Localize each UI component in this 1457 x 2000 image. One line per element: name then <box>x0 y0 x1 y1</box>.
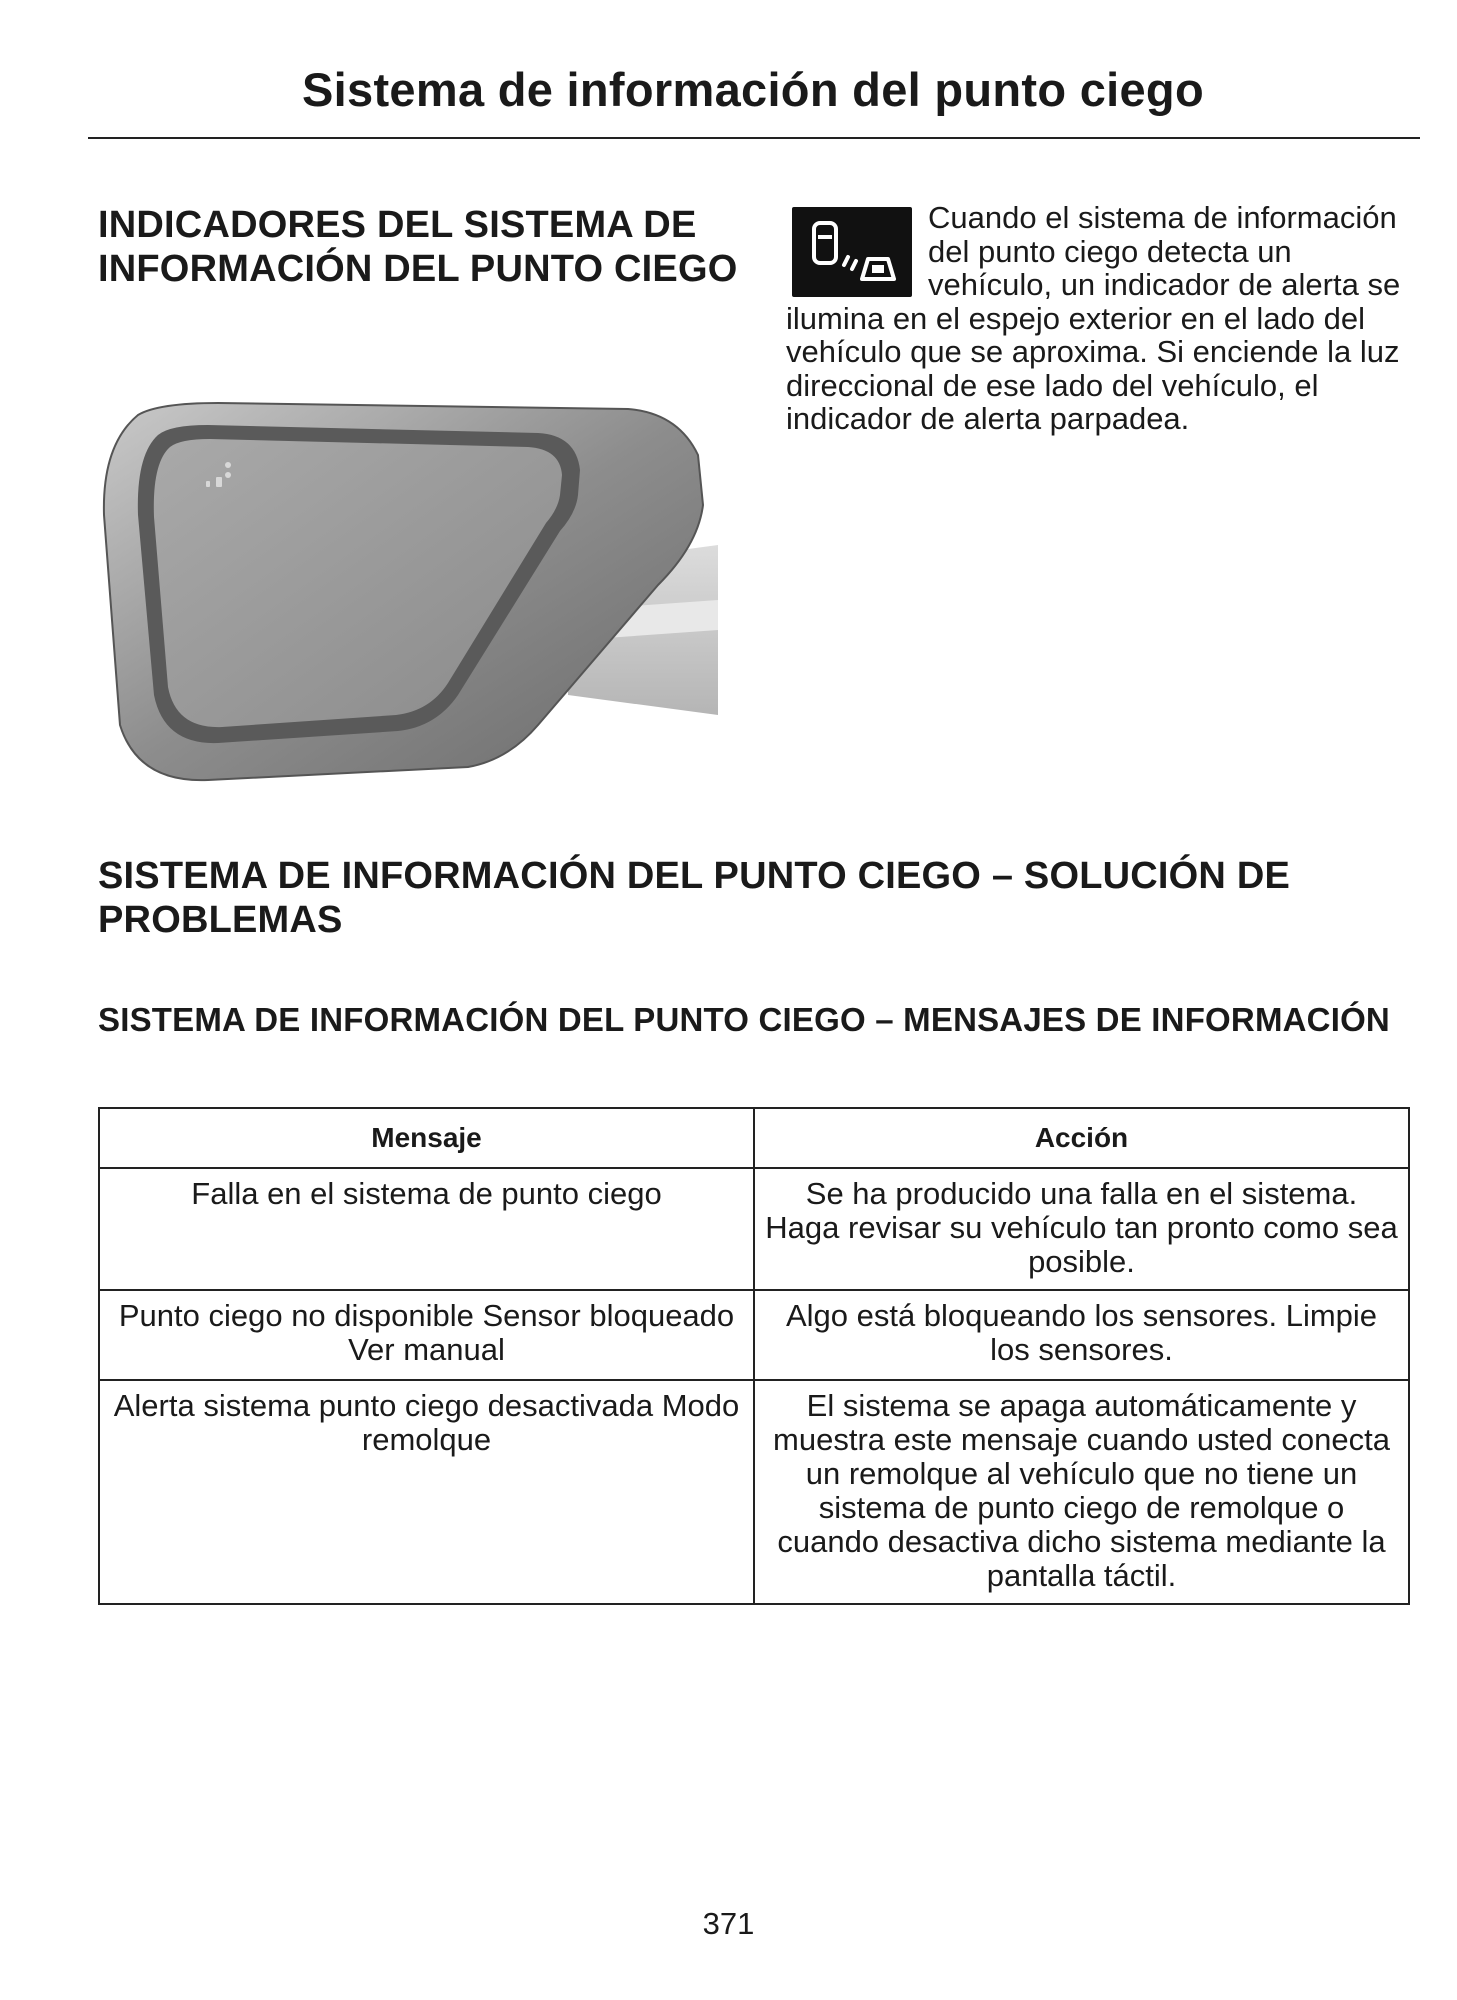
action-cell: Algo está bloqueando los sensores. Limpie los sensores. <box>754 1290 1409 1380</box>
header-action: Acción <box>754 1108 1409 1168</box>
indicator-description <box>786 201 1420 436</box>
action-cell: El sistema se apaga automáticamente y muestra este mensaje cuando usted conecta un remolque al vehículo que no tiene un sistema de punto ciego de remolque o cuando desactiva dicho sistema mediante la pantalla táctil. <box>754 1380 1409 1604</box>
page-title: Sistema de información del punto ciego <box>302 63 1204 116</box>
title-divider <box>88 137 1420 139</box>
action-cell: Se ha producido una falla en el sistema. Haga revisar su vehículo tan pronto como sea posible. <box>754 1168 1409 1290</box>
section-heading-messages: SISTEMA DE INFORMACIÓN DEL PUNTO CIEGO – MENSAJES DE INFORMACIÓN <box>98 1001 1390 1038</box>
message-cell: Punto ciego no disponible Sensor bloqueado Ver manual <box>99 1290 754 1380</box>
indicator-description-text: Cuando el sistema de información del punto ciego detecta un vehículo, un indicador de alerta se ilumina en el espejo exterior en el lado del vehículo que se aproxima. Si enciende la luz direccional de ese lado del vehículo, el indicador de alerta parpadea. <box>786 200 1401 436</box>
information-messages-table <box>98 1107 1410 1605</box>
header-message: Mensaje <box>99 1108 754 1168</box>
section-heading-troubleshooting: SISTEMA DE INFORMACIÓN DEL PUNTO CIEGO – SOLUCIÓN DE PROBLEMAS <box>98 855 1291 942</box>
message-cell: Alerta sistema punto ciego desactivada Modo remolque <box>99 1380 754 1604</box>
message-cell: Falla en el sistema de punto ciego <box>99 1168 754 1290</box>
table-header-row <box>99 1108 1409 1168</box>
section-heading-indicators: INDICADORES DEL SISTEMA DE INFORMACIÓN DEL PUNTO CIEGO <box>98 204 738 291</box>
side-mirror-illustration <box>98 395 718 795</box>
page-number: 371 <box>702 1906 755 1941</box>
table-row <box>99 1290 1409 1380</box>
table-row <box>99 1168 1409 1290</box>
table-row <box>99 1380 1409 1604</box>
